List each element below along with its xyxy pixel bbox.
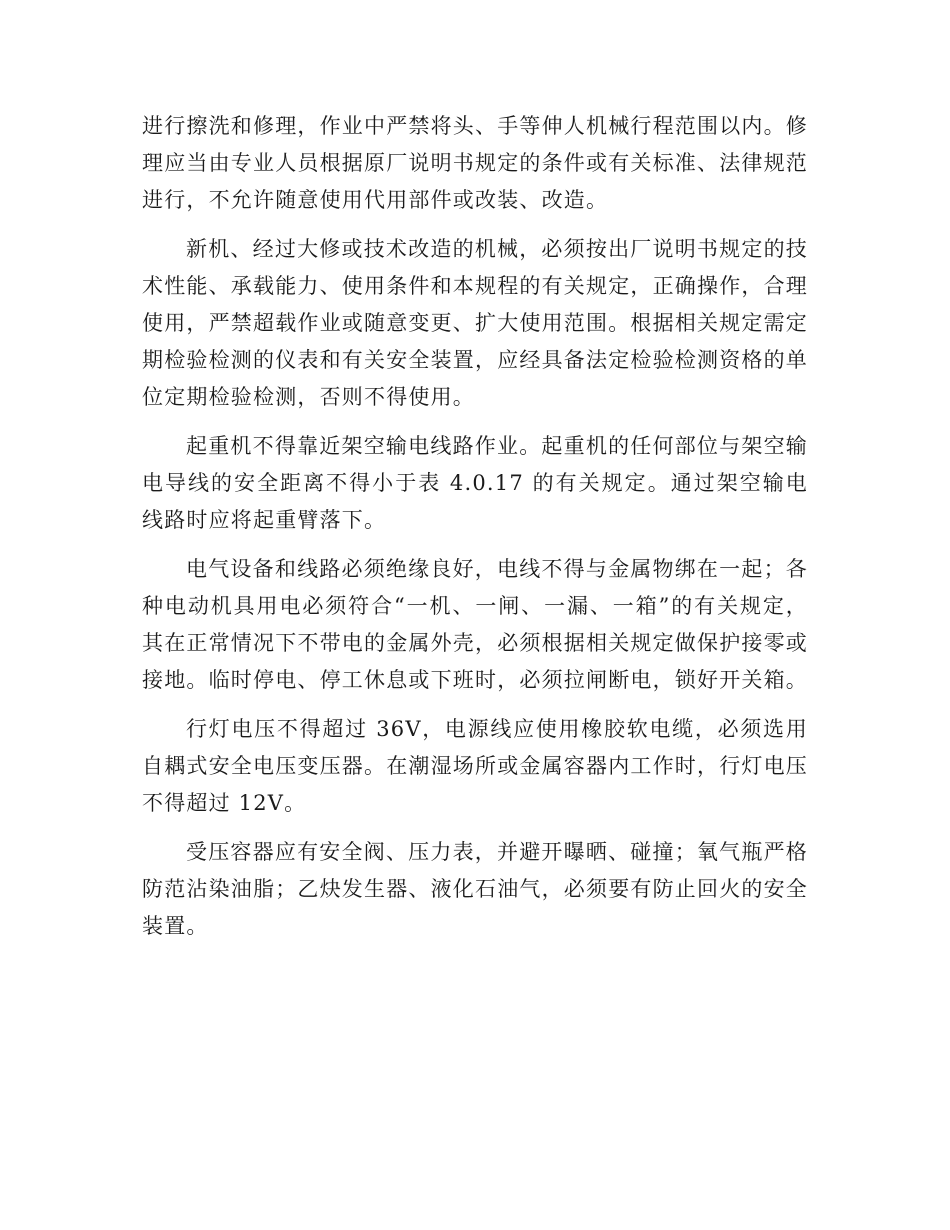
paragraph-2: 新机、经过大修或技术改造的机械，必须按出厂说明书规定的技术性能、承载能力、使用条件和本规程的有关规定，正确操作，合理使用，严禁超载作业或随意变更、扩大使用范围。根据相关规定需定期检验检测的仪表和有关安全装置，应经具备法定检验检测资格的单位定期检验检测，否则不得使用。 [142,237,808,409]
paragraph-6: 受压容器应有安全阀、压力表，并避开曝晒、碰撞；氧气瓶严格防范沾染油脂；乙炔发生器、液化石油气，必须要有防止回火的安全装置。 [142,840,808,938]
paragraph-1: 进行擦洗和修理，作业中严禁将头、手等伸人机械行程范围以内。修理应当由专业人员根据原厂说明书规定的条件或有关标准、法律规范进行，不允许随意使用代用部件或改装、改造。 [142,114,808,212]
paragraph-4: 电气设备和线路必须绝缘良好，电线不得与金属物绑在一起；各种电动机具用电必须符合“一机、一闸、一漏、一箱”的有关规定，其在正常情况下不带电的金属外壳，必须根据相关规定做保护接零或接地。临时停电、停工休息或下班时，必须拉闸断电，锁好开关箱。 [142,557,808,692]
paragraph-3: 起重机不得靠近架空输电线路作业。起重机的任何部位与架空输电导线的安全距离不得小于表 4.0.17 的有关规定。通过架空输电线路时应将起重臂落下。 [142,434,808,532]
document-body [142,108,808,957]
paragraph-5: 行灯电压不得超过 36V，电源线应使用橡胶软电缆，必须选用自耦式安全电压变压器。在潮湿场所或金属容器内工作时，行灯电压不得超过 12V。 [142,717,808,815]
